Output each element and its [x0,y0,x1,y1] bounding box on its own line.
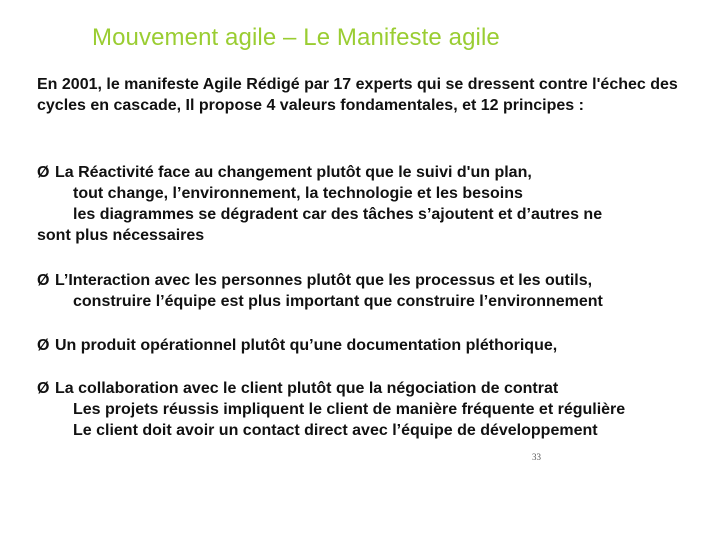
value-heading: La Réactivité face au changement plutôt que le suivi d'un plan, [55,164,532,181]
page-number: 33 [532,452,541,462]
value-detail-line: construire l’équipe est plus important que construire l’environnement [73,293,603,310]
value-item-product [37,335,707,356]
bullet-arrow-icon: Ø [37,164,50,181]
value-heading: Un produit opérationnel plutôt qu’une documentation pléthorique, [55,337,558,354]
bullet-arrow-icon: Ø [37,272,50,289]
value-detail-continuation: sont plus nécessaires [37,227,205,244]
value-heading: L’Interaction avec les personnes plutôt que les processus et les outils, [55,272,593,289]
value-item-interaction [37,270,707,312]
intro-paragraph: En 2001, le manifeste Agile Rédigé par 17 experts qui se dressent contre l'échec des cycles en cascade, Il propose 4 valeurs fondamentales, et 12 principes : [37,76,678,114]
value-detail-line: tout change, l’environnement, la technologie et les besoins [73,185,523,202]
bullet-arrow-icon: Ø [37,380,50,397]
value-detail-line: les diagrammes se dégradent car des tâches s’ajoutent et d’autres ne [73,206,603,223]
value-detail-line: Le client doit avoir un contact direct avec l’équipe de développement [73,422,598,439]
value-item-reactivity [37,162,707,246]
value-detail-line: Les projets réussis impliquent le client de manière fréquente et régulière [73,401,626,418]
bullet-arrow-icon: Ø [37,337,50,354]
value-item-collaboration [37,378,707,441]
slide-title: Mouvement agile – Le Manifeste agile [92,24,500,51]
value-heading: La collaboration avec le client plutôt que la négociation de contrat [55,380,559,397]
